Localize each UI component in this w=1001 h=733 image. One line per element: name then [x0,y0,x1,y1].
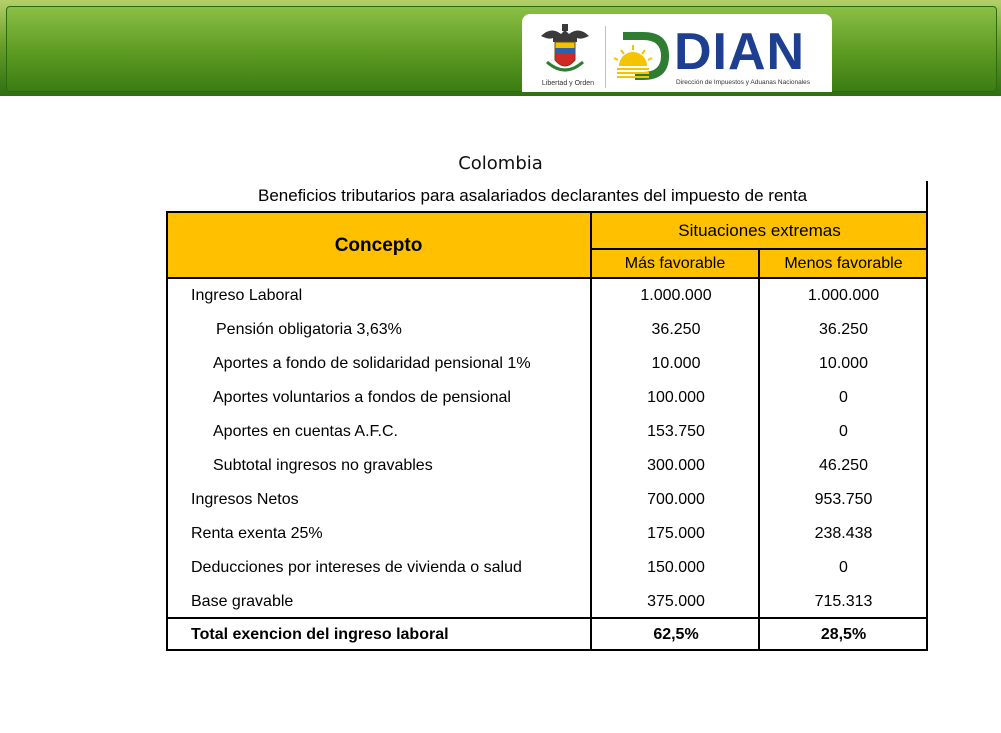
benefits-table [166,213,928,651]
total-row-label: Total exencion del ingreso laboral [191,626,449,643]
table-cell-mas: 700.000 [647,491,705,508]
table-cell-mas: 300.000 [647,457,705,474]
table-cell-mas: 10.000 [651,355,701,372]
table-border-bottom [166,649,928,651]
table-cell-menos: 715.313 [814,593,873,610]
col-header-label: Menos favorable [784,254,903,272]
table-cell-menos: 0 [839,389,848,406]
table-cell-menos: 953.750 [814,491,873,508]
concept-header [166,213,591,278]
table-cell-mas: 175.000 [647,525,705,542]
col-header-mas-favorable [591,249,759,278]
table-divider [758,249,760,651]
table-row-label: Subtotal ingresos no gravables [213,457,433,474]
table-row-label: Ingresos Netos [191,491,299,508]
coat-caption: Libertad y Orden [541,80,595,87]
col-header-menos-favorable [759,249,928,278]
table-title: Beneficios tributarios para asalariados declarantes del impuesto de renta [258,186,808,205]
group-header-label: Situaciones extremas [678,221,841,240]
table-cell-mas: 1.000.000 [640,287,712,304]
dian-logo-text: DIAN [674,23,806,81]
table-cell-mas: 100.000 [647,389,705,406]
table-cell-menos: 0 [839,423,848,440]
table-row-label: Aportes en cuentas A.F.C. [213,423,398,440]
table-row-label: Aportes voluntarios a fondos de pensional [213,389,511,406]
table-divider [590,248,928,250]
table-divider [166,617,928,619]
table-cell-mas: 375.000 [647,593,705,610]
header-bar [6,6,997,92]
table-row-label: Renta exenta 25% [191,525,323,542]
dian-logo-icon [613,26,671,86]
concept-header-label: Concepto [334,234,423,256]
table-row-label: Deducciones por intereses de vivienda o salud [191,559,522,576]
coat-of-arms-icon [537,22,593,78]
total-cell-mas: 62,5% [653,626,699,643]
table-cell-menos: 1.000.000 [807,287,880,304]
table-row-label: Ingreso Laboral [191,287,303,304]
table-title-border [926,181,928,214]
table-cell-menos: 10.000 [819,355,868,372]
table-cell-menos: 238.438 [814,525,873,542]
table-cell-mas: 153.750 [647,423,705,440]
table-cell-menos: 0 [839,559,848,576]
group-header [591,213,928,249]
table-divider [166,277,928,279]
table-cell-mas: 36.250 [651,321,701,338]
table-row-label: Pensión obligatoria 3,63% [216,321,402,338]
logo-divider [605,26,606,88]
table-cell-mas: 150.000 [647,559,705,576]
table-row-label: Base gravable [191,593,294,610]
page-title: Colombia [458,153,543,174]
col-header-label: Más favorable [624,254,726,272]
table-row-label: Aportes a fondo de solidaridad pensional 1% [213,355,531,372]
table-cell-menos: 36.250 [819,321,868,338]
dian-subtitle: Dirección de Impuestos y Aduanas Nacionales [676,79,811,86]
total-cell-menos: 28,5% [820,626,867,643]
table-cell-menos: 46.250 [819,457,868,474]
